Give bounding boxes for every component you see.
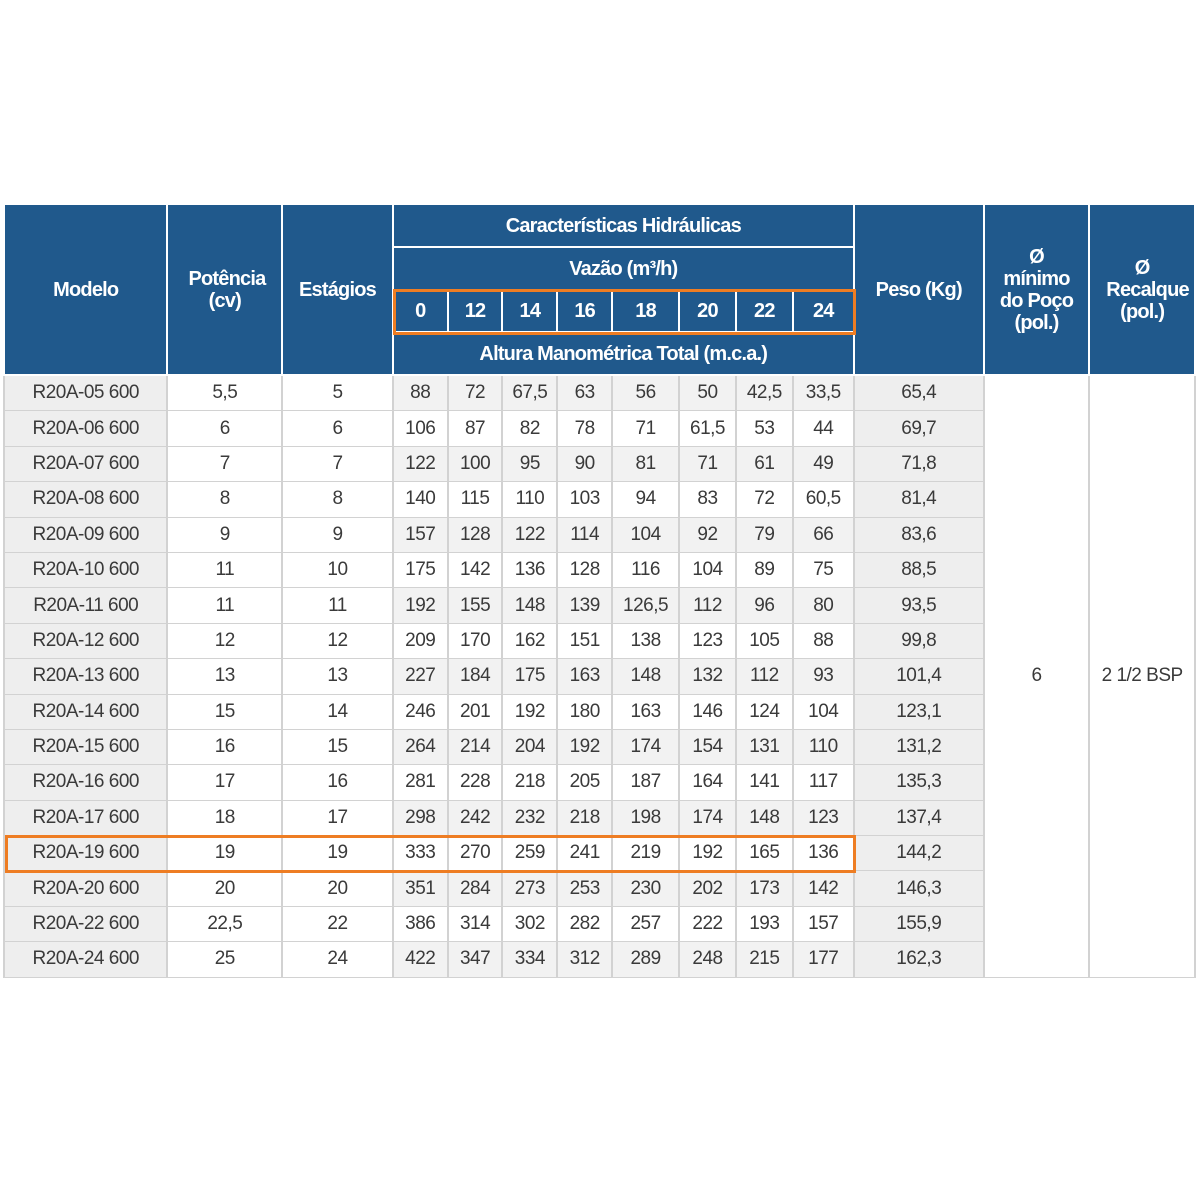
head-cell: 209	[393, 623, 448, 658]
head-cell: 87	[448, 411, 503, 446]
model-cell: R20A-10 600	[4, 552, 167, 587]
head-cell: 148	[502, 588, 557, 623]
stages-cell: 12	[282, 623, 393, 658]
weight-cell: 71,8	[854, 446, 984, 481]
head-cell: 230	[612, 871, 679, 906]
weight-cell: 69,7	[854, 411, 984, 446]
head-cell: 174	[612, 729, 679, 764]
model-cell: R20A-17 600	[4, 800, 167, 835]
head-cell: 219	[612, 836, 679, 871]
head-cell: 205	[557, 765, 612, 800]
head-cell: 53	[736, 411, 793, 446]
head-cell: 122	[393, 446, 448, 481]
weight-cell: 83,6	[854, 517, 984, 552]
head-cell: 218	[557, 800, 612, 835]
head-cell: 136	[793, 836, 854, 871]
power-cell: 19	[167, 836, 282, 871]
power-cell: 6	[167, 411, 282, 446]
stages-cell: 20	[282, 871, 393, 906]
head-cell: 302	[502, 906, 557, 941]
head-cell: 123	[679, 623, 736, 658]
stages-cell: 8	[282, 482, 393, 517]
pump-spec-table	[3, 203, 1196, 978]
model-cell: R20A-13 600	[4, 659, 167, 694]
head-cell: 88	[393, 375, 448, 411]
head-cell: 44	[793, 411, 854, 446]
weight-cell: 162,3	[854, 942, 984, 977]
head-cell: 95	[502, 446, 557, 481]
power-cell: 5,5	[167, 375, 282, 411]
head-cell: 175	[393, 552, 448, 587]
header-modelo: Modelo	[4, 204, 167, 375]
header-vazao: Vazão (m³/h)	[393, 247, 854, 290]
head-cell: 124	[736, 694, 793, 729]
head-cell: 228	[448, 765, 503, 800]
head-cell: 163	[612, 694, 679, 729]
model-cell: R20A-19 600	[4, 836, 167, 871]
head-cell: 94	[612, 482, 679, 517]
head-cell: 284	[448, 871, 503, 906]
head-cell: 204	[502, 729, 557, 764]
weight-cell: 101,4	[854, 659, 984, 694]
flow-value: 20	[679, 290, 736, 332]
model-cell: R20A-09 600	[4, 517, 167, 552]
head-cell: 142	[793, 871, 854, 906]
head-cell: 334	[502, 942, 557, 977]
flow-value: 12	[448, 290, 503, 332]
head-cell: 253	[557, 871, 612, 906]
head-cell: 215	[736, 942, 793, 977]
head-cell: 138	[612, 623, 679, 658]
head-cell: 202	[679, 871, 736, 906]
model-cell: R20A-20 600	[4, 871, 167, 906]
head-cell: 148	[736, 800, 793, 835]
head-cell: 151	[557, 623, 612, 658]
weight-cell: 93,5	[854, 588, 984, 623]
head-cell: 155	[448, 588, 503, 623]
head-cell: 314	[448, 906, 503, 941]
recalque-cell: 2 1/2 BSP	[1089, 375, 1195, 977]
weight-cell: 123,1	[854, 694, 984, 729]
head-cell: 177	[793, 942, 854, 977]
model-cell: R20A-14 600	[4, 694, 167, 729]
head-cell: 105	[736, 623, 793, 658]
power-cell: 15	[167, 694, 282, 729]
model-cell: R20A-15 600	[4, 729, 167, 764]
head-cell: 241	[557, 836, 612, 871]
poco-cell: 6	[984, 375, 1090, 977]
head-cell: 122	[502, 517, 557, 552]
head-cell: 90	[557, 446, 612, 481]
head-cell: 56	[612, 375, 679, 411]
head-cell: 192	[502, 694, 557, 729]
header-potencia: Potência (cv)	[167, 204, 282, 375]
head-cell: 146	[679, 694, 736, 729]
head-cell: 227	[393, 659, 448, 694]
head-cell: 49	[793, 446, 854, 481]
head-cell: 257	[612, 906, 679, 941]
head-cell: 132	[679, 659, 736, 694]
head-cell: 192	[557, 729, 612, 764]
head-cell: 100	[448, 446, 503, 481]
head-cell: 180	[557, 694, 612, 729]
head-cell: 270	[448, 836, 503, 871]
stages-cell: 7	[282, 446, 393, 481]
power-cell: 13	[167, 659, 282, 694]
head-cell: 104	[793, 694, 854, 729]
stages-cell: 9	[282, 517, 393, 552]
head-cell: 71	[612, 411, 679, 446]
head-cell: 67,5	[502, 375, 557, 411]
head-cell: 116	[612, 552, 679, 587]
stages-cell: 14	[282, 694, 393, 729]
stages-cell: 13	[282, 659, 393, 694]
model-cell: R20A-24 600	[4, 942, 167, 977]
head-cell: 282	[557, 906, 612, 941]
head-cell: 106	[393, 411, 448, 446]
head-cell: 50	[679, 375, 736, 411]
stages-cell: 6	[282, 411, 393, 446]
head-cell: 115	[448, 482, 503, 517]
weight-cell: 144,2	[854, 836, 984, 871]
head-cell: 83	[679, 482, 736, 517]
power-cell: 8	[167, 482, 282, 517]
power-cell: 17	[167, 765, 282, 800]
head-cell: 173	[736, 871, 793, 906]
weight-cell: 135,3	[854, 765, 984, 800]
flow-value: 22	[736, 290, 793, 332]
head-cell: 88	[793, 623, 854, 658]
table-header	[4, 204, 1195, 375]
head-cell: 61	[736, 446, 793, 481]
model-cell: R20A-12 600	[4, 623, 167, 658]
head-cell: 157	[393, 517, 448, 552]
power-cell: 20	[167, 871, 282, 906]
table-row	[4, 375, 1195, 411]
weight-cell: 137,4	[854, 800, 984, 835]
head-cell: 157	[793, 906, 854, 941]
head-cell: 136	[502, 552, 557, 587]
head-cell: 79	[736, 517, 793, 552]
head-cell: 201	[448, 694, 503, 729]
head-cell: 61,5	[679, 411, 736, 446]
weight-cell: 131,2	[854, 729, 984, 764]
head-cell: 33,5	[793, 375, 854, 411]
head-cell: 112	[736, 659, 793, 694]
head-cell: 273	[502, 871, 557, 906]
head-cell: 66	[793, 517, 854, 552]
weight-cell: 99,8	[854, 623, 984, 658]
head-cell: 82	[502, 411, 557, 446]
head-cell: 351	[393, 871, 448, 906]
stages-cell: 16	[282, 765, 393, 800]
head-cell: 259	[502, 836, 557, 871]
model-cell: R20A-07 600	[4, 446, 167, 481]
head-cell: 218	[502, 765, 557, 800]
head-cell: 162	[502, 623, 557, 658]
head-cell: 81	[612, 446, 679, 481]
header-peso: Peso (Kg)	[854, 204, 984, 375]
power-cell: 18	[167, 800, 282, 835]
stages-cell: 22	[282, 906, 393, 941]
head-cell: 72	[736, 482, 793, 517]
head-cell: 242	[448, 800, 503, 835]
head-cell: 104	[612, 517, 679, 552]
model-cell: R20A-22 600	[4, 906, 167, 941]
power-cell: 16	[167, 729, 282, 764]
stages-cell: 15	[282, 729, 393, 764]
head-cell: 175	[502, 659, 557, 694]
head-cell: 154	[679, 729, 736, 764]
model-cell: R20A-06 600	[4, 411, 167, 446]
head-cell: 128	[557, 552, 612, 587]
flow-value: 18	[612, 290, 679, 332]
head-cell: 222	[679, 906, 736, 941]
head-cell: 112	[679, 588, 736, 623]
head-cell: 63	[557, 375, 612, 411]
flow-value: 16	[557, 290, 612, 332]
model-cell: R20A-05 600	[4, 375, 167, 411]
head-cell: 110	[793, 729, 854, 764]
head-cell: 71	[679, 446, 736, 481]
head-cell: 347	[448, 942, 503, 977]
head-cell: 198	[612, 800, 679, 835]
head-cell: 72	[448, 375, 503, 411]
head-cell: 386	[393, 906, 448, 941]
head-cell: 139	[557, 588, 612, 623]
pump-spec-table-wrapper	[3, 203, 1196, 978]
head-cell: 170	[448, 623, 503, 658]
stages-cell: 11	[282, 588, 393, 623]
power-cell: 25	[167, 942, 282, 977]
head-cell: 92	[679, 517, 736, 552]
head-cell: 264	[393, 729, 448, 764]
header-estagios: Estágios	[282, 204, 393, 375]
stages-cell: 10	[282, 552, 393, 587]
head-cell: 126,5	[612, 588, 679, 623]
stages-cell: 5	[282, 375, 393, 411]
head-cell: 93	[793, 659, 854, 694]
power-cell: 11	[167, 552, 282, 587]
weight-cell: 65,4	[854, 375, 984, 411]
header-caracteristicas: Características Hidráulicas	[393, 204, 854, 247]
power-cell: 22,5	[167, 906, 282, 941]
weight-cell: 155,9	[854, 906, 984, 941]
head-cell: 117	[793, 765, 854, 800]
stages-cell: 19	[282, 836, 393, 871]
power-cell: 12	[167, 623, 282, 658]
flow-value: 14	[502, 290, 557, 332]
header-recalque: Ø Recalque (pol.)	[1089, 204, 1195, 375]
header-poco: Ø mínimo do Poço (pol.)	[984, 204, 1090, 375]
header-altura: Altura Manométrica Total (m.c.a.)	[393, 332, 854, 375]
head-cell: 246	[393, 694, 448, 729]
table-body	[4, 375, 1195, 977]
head-cell: 148	[612, 659, 679, 694]
head-cell: 42,5	[736, 375, 793, 411]
head-cell: 141	[736, 765, 793, 800]
head-cell: 96	[736, 588, 793, 623]
head-cell: 142	[448, 552, 503, 587]
flow-value: 24	[793, 290, 854, 332]
head-cell: 80	[793, 588, 854, 623]
head-cell: 298	[393, 800, 448, 835]
head-cell: 184	[448, 659, 503, 694]
head-cell: 104	[679, 552, 736, 587]
head-cell: 174	[679, 800, 736, 835]
head-cell: 422	[393, 942, 448, 977]
weight-cell: 81,4	[854, 482, 984, 517]
head-cell: 232	[502, 800, 557, 835]
head-cell: 110	[502, 482, 557, 517]
stages-cell: 17	[282, 800, 393, 835]
head-cell: 103	[557, 482, 612, 517]
head-cell: 163	[557, 659, 612, 694]
head-cell: 193	[736, 906, 793, 941]
head-cell: 89	[736, 552, 793, 587]
head-cell: 192	[679, 836, 736, 871]
head-cell: 78	[557, 411, 612, 446]
head-cell: 187	[612, 765, 679, 800]
head-cell: 248	[679, 942, 736, 977]
model-cell: R20A-16 600	[4, 765, 167, 800]
power-cell: 11	[167, 588, 282, 623]
head-cell: 312	[557, 942, 612, 977]
model-cell: R20A-08 600	[4, 482, 167, 517]
head-cell: 165	[736, 836, 793, 871]
power-cell: 7	[167, 446, 282, 481]
weight-cell: 146,3	[854, 871, 984, 906]
head-cell: 140	[393, 482, 448, 517]
head-cell: 123	[793, 800, 854, 835]
weight-cell: 88,5	[854, 552, 984, 587]
flow-value: 0	[393, 290, 448, 332]
head-cell: 192	[393, 588, 448, 623]
head-cell: 128	[448, 517, 503, 552]
head-cell: 289	[612, 942, 679, 977]
power-cell: 9	[167, 517, 282, 552]
head-cell: 164	[679, 765, 736, 800]
stages-cell: 24	[282, 942, 393, 977]
head-cell: 75	[793, 552, 854, 587]
head-cell: 333	[393, 836, 448, 871]
head-cell: 281	[393, 765, 448, 800]
head-cell: 131	[736, 729, 793, 764]
head-cell: 114	[557, 517, 612, 552]
head-cell: 60,5	[793, 482, 854, 517]
head-cell: 214	[448, 729, 503, 764]
model-cell: R20A-11 600	[4, 588, 167, 623]
